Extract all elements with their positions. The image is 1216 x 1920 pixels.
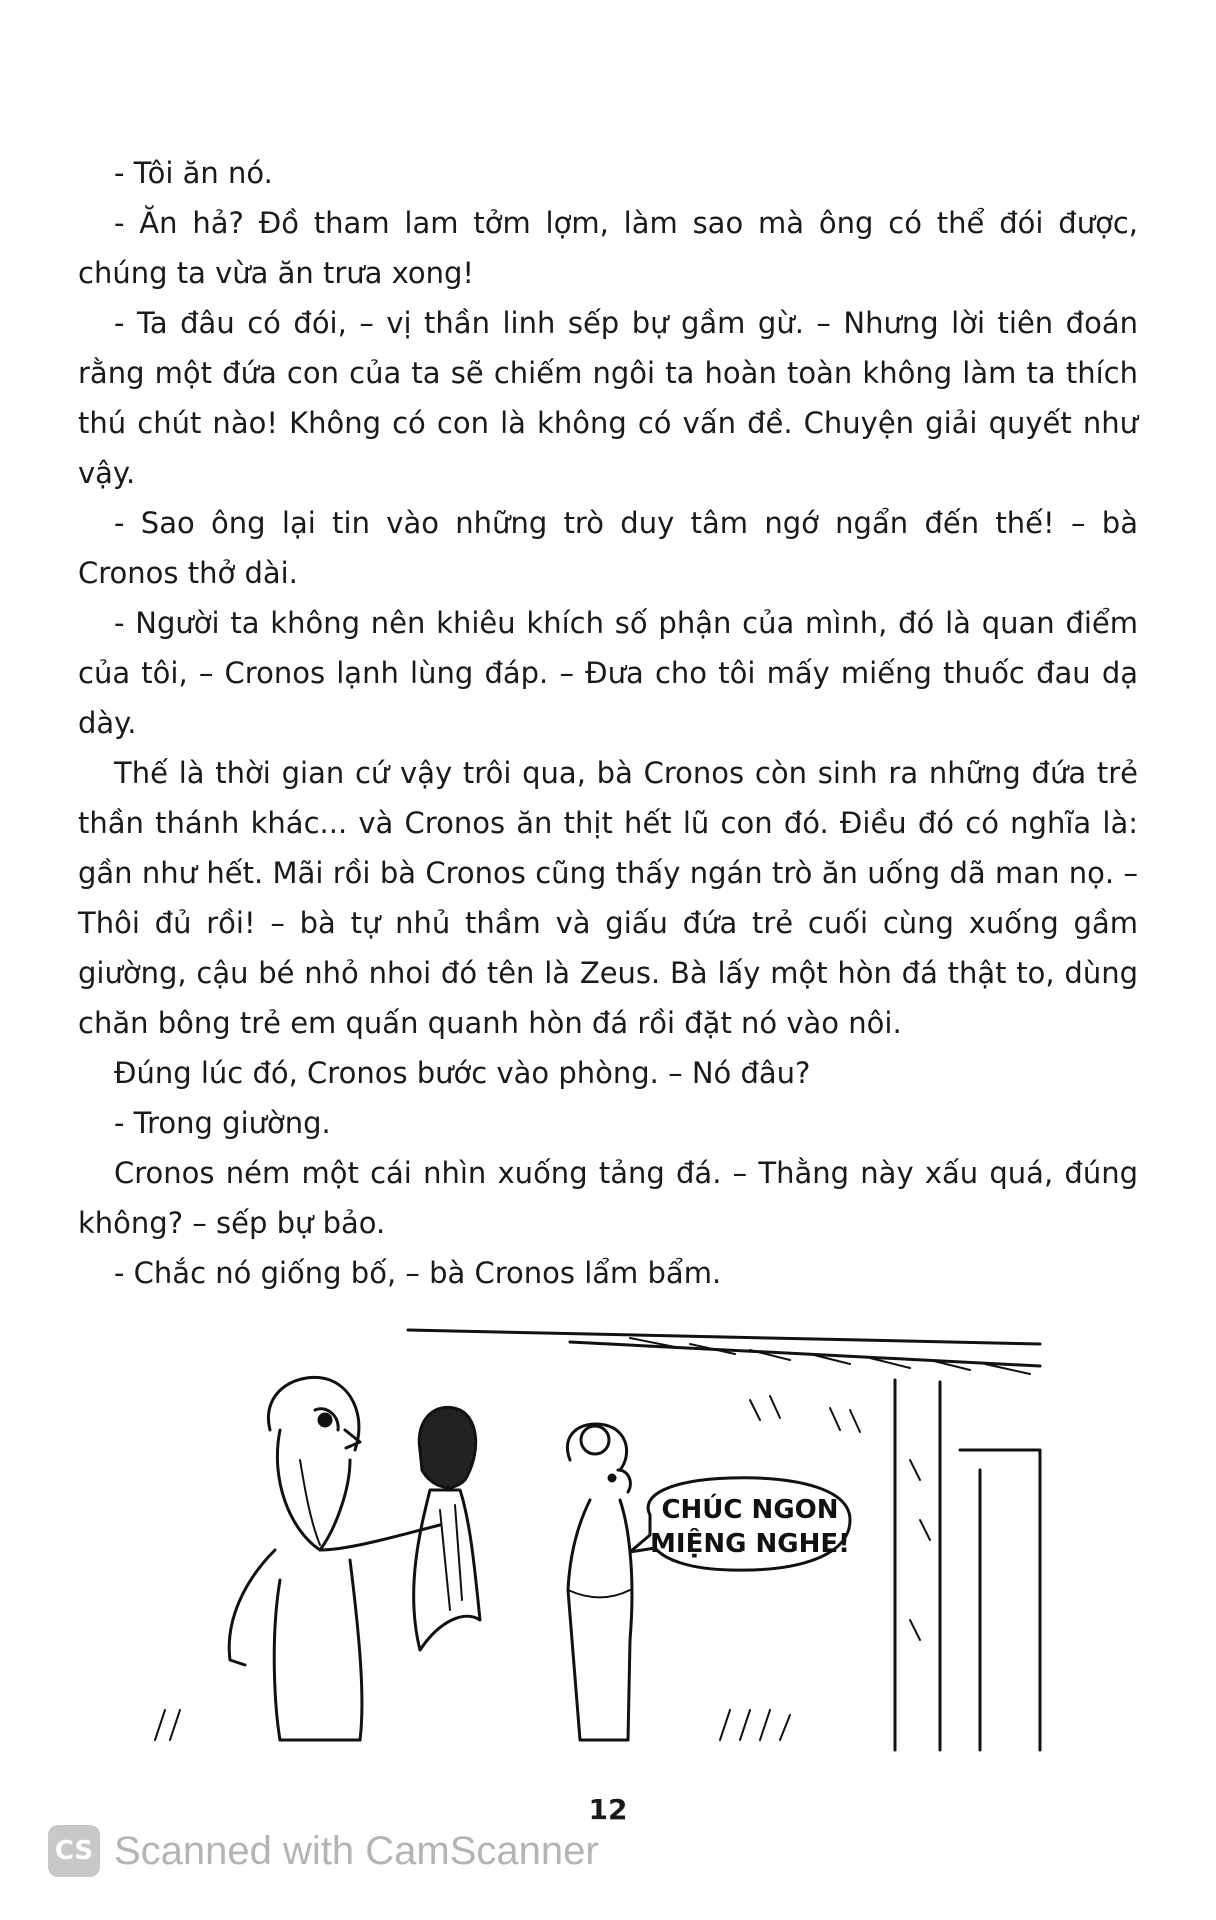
paragraph: - Ta đâu có đói, – vị thần linh sếp bự gầm gừ. – Nhưng lời tiên đoán rằng một đứa con của ta sẽ chiếm ngôi ta hoàn toàn không làm ta thích thú chút nào! Không có con là không có vấn đề. Chuyện giải quyết như vậy. <box>78 306 1138 490</box>
cartoon-drawing <box>150 1320 1050 1760</box>
paragraph: Cronos ném một cái nhìn xuống tảng đá. – Thằng này xấu quá, đúng không? – sếp bự bảo. <box>78 1156 1138 1240</box>
paragraph: - Trong giường. <box>114 1106 331 1140</box>
page-number: 12 <box>588 1793 628 1826</box>
paragraph: Đúng lúc đó, Cronos bước vào phòng. – Nó đâu? <box>114 1056 811 1090</box>
camscanner-logo-icon: CS <box>48 1825 100 1877</box>
speech-bubble-line2: MIỆNG NGHE! <box>650 1529 850 1559</box>
speech-bubble-line1: CHÚC NGON <box>661 1495 839 1525</box>
paragraph: - Sao ông lại tin vào những trò duy tâm ngớ ngẩn đến thế! – bà Cronos thở dài. <box>78 506 1138 590</box>
camscanner-watermark <box>48 1822 599 1880</box>
body-text <box>78 148 1138 1298</box>
paragraph: - Ăn hả? Đồ tham lam tởm lợm, làm sao mà ông có thể đói được, chúng ta vừa ăn trưa xong! <box>78 206 1138 290</box>
paragraph: - Người ta không nên khiêu khích số phận của mình, đó là quan điểm của tôi, – Cronos lạnh lùng đáp. – Đưa cho tôi mấy miếng thuốc đau dạ dày. <box>78 606 1138 740</box>
paragraph: Thế là thời gian cứ vậy trôi qua, bà Cronos còn sinh ra những đứa trẻ thần thánh khác... và Cronos ăn thịt hết lũ con đó. Điều đó có nghĩa là: gần như hết. Mãi rồi bà Cronos cũng thấy ngán trò ăn uống dã man nọ. – Thôi đủ rồi! – bà tự nhủ thầm và giấu đứa trẻ cuối cùng xuống gầm giường, cậu bé nhỏ nhoi đó tên là Zeus. Bà lấy một hòn đá thật to, dùng chăn bông trẻ em quấn quanh hòn đá rồi đặt nó vào nôi. <box>78 756 1138 1040</box>
cartoon-illustration <box>150 1320 1050 1760</box>
paragraph: - Chắc nó giống bố, – bà Cronos lẩm bẩm. <box>114 1256 722 1290</box>
watermark-text: Scanned with CamScanner <box>114 1828 599 1873</box>
paragraph: - Tôi ăn nó. <box>114 156 273 190</box>
